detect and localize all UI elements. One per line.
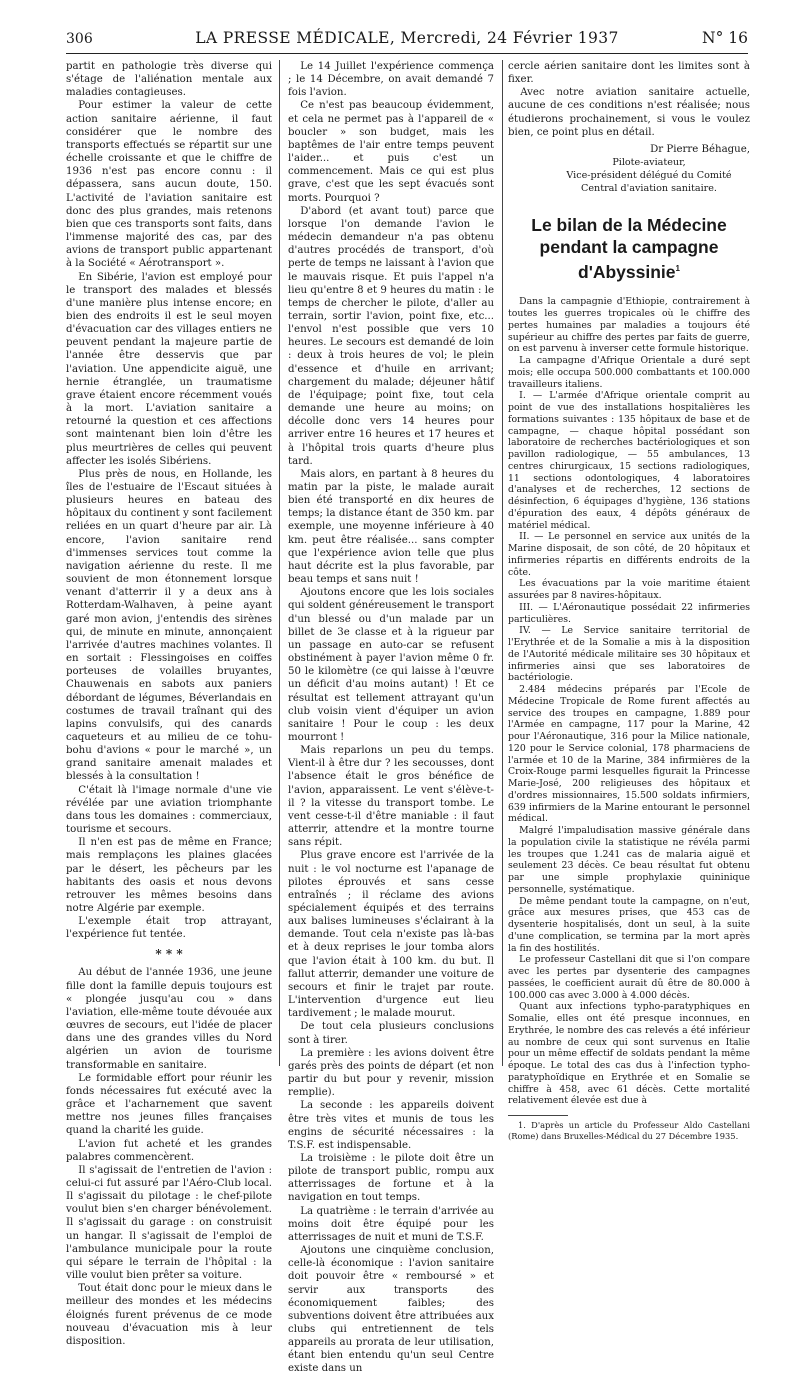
paragraph: Le formidable effort pour réunir les fonds nécessaires fut exécuté avec la grâce et l'acharnement que savent mettre nos jeunes filles françaises quand la charité les guide.: [66, 1072, 272, 1137]
article-title-line: pendant la campagne: [539, 236, 719, 257]
paragraph: partit en pathologie très diverse qui s'étage de l'aliénation mentale aux maladies contagieuses.: [66, 61, 272, 99]
footnote: 1. D'après un article du Professeur Aldo Castellani (Rome) dans Bruxelles-Médical du 27 Décembre 1935.: [508, 1120, 750, 1141]
article-title: [508, 214, 750, 283]
article-title-line: Le bilan de la Médecine: [531, 214, 727, 235]
paragraph: Pour estimer la valeur de cette action sanitaire aérienne, il faut considérer que le nombre des transports effectués se répartit sur une échelle croissante et que le chiffre de 1936 n'est pas encore connu : il dépassera, sans aucun doute, 150. L'activité de l'aviation sanitaire est donc des plus grandes, mais retenons bien que ces transports sont faits, dans l'immense majorité des cas, par des avions de transport public appartenant à la Société « Aérotransport ».: [66, 100, 272, 270]
author-signature: Dr Pierre Béhague,: [650, 143, 750, 155]
page-header: [66, 27, 748, 54]
paragraph: Il n'en est pas de même en France; mais remplaçons les plaines glacées par le désert, les pêcheurs par les habitants des oasis et nous devons retrouver les mêmes besoins dans notre Algérie par exemple.: [66, 837, 272, 914]
paragraph: La quatrième : le terrain d'arrivée au moins doit être équipé pour les atterrissages de nuit et muni de T.S.F.: [288, 1205, 494, 1243]
paragraph: Les évacuations par la voie maritime étaient assurées par 8 navires-hôpitaux.: [508, 578, 750, 602]
author-role: Vice-président délégué du Comité Central d'aviation sanitaire.: [566, 170, 732, 195]
paragraph: L'exemple était trop attrayant, l'expérience fut tentée.: [66, 916, 272, 941]
paragraph: La campagne d'Afrique Orientale a duré sept mois; elle occupa 500.000 combattants et 100.000 travailleurs italiens.: [508, 355, 750, 390]
page-number: 306: [66, 31, 93, 47]
paragraph: La seconde : les appareils doivent être très vites et munis de tous les engins de sécurité nécessaires : la T.S.F. est indispensable.: [288, 1100, 494, 1151]
paragraph: Ajoutons encore que les lois sociales qui soldent généreusement le transport d'un blessé ou d'un malade par un billet de 3e classe et à la rigueur par un passage en auto-car se refusent obstinément à payer l'avion même 0 fr. 50 le kilomètre (ce qui laisse à l'œuvre un déficit d'au moins autant) ! Et ce résultat est tellement attrayant qu'un club voisin vient d'équiper un avion sanitaire ! Pour le coup : les deux mourront !: [288, 587, 494, 743]
column-left: [66, 60, 272, 1347]
journal-title: LA PRESSE MÉDICALE, Mercredi, 24 Février 1937: [195, 29, 619, 47]
paragraph: II. — Le personnel en service aux unités de la Marine disposait, de son côté, de 20 hôpitaux et infirmeries répartis en différents endroits de la côte.: [508, 531, 750, 578]
paragraph: Mais alors, en partant à 8 heures du matin par la piste, le malade aurait bien été transporté en dix heures de temps; la distance étant de 350 km. par exemple, une moyenne inférieure à 40 km. peut être réalisée... sans compter que l'expérience avion telle que plus haut décrite est la plus favorable, par beau temps et sans nuit !: [288, 468, 494, 586]
paragraph: IV. — Le Service sanitaire territorial de l'Erythrée et de la Somalie a mis à la disposition de l'Autorité médicale militaire ses 30 hôpitaux et infirmeries ainsi que ses laboratoires de bactériologie.: [508, 625, 750, 684]
paragraph: La première : les avions doivent être garés près des points de départ (et non partir du but pour y revenir, mission remplie).: [288, 1047, 494, 1099]
column-middle: [288, 60, 494, 1375]
paragraph: I. — L'armée d'Afrique orientale comprit au point de vue des installations hospitalières les formations suivantes : 135 hôpitaux de base et de campagne, — chaque hôpital possédant son laboratoire de recherches bactériologiques et son pavillon radiologique, — 55 ambulances, 13 centres chirurgicaux, 15 sections radiologiques, 11 sections odontologiques, 4 laboratoires d'analyses et de recherches, 12 sections de désinfection, 6 équipages d'hygiène, 136 stations d'épuration des eaux, 4 dépôts généraux de matériel médical.: [508, 390, 750, 531]
paragraph: Tout était donc pour le mieux dans le meilleur des mondes et les médecins éloignés furent prévenus de ce mode nouveau d'évacuation mis à leur disposition.: [66, 1283, 272, 1347]
paragraph: Le 14 Juillet l'expérience commença ; le 14 Décembre, on avait demandé 7 fois l'avion.: [288, 61, 494, 99]
column-divider: [502, 60, 503, 1066]
paragraph: cercle aérien sanitaire dont les limites sont à fixer.: [508, 61, 750, 86]
paragraph: Dans la campagnie d'Ethiopie, contrairement à toutes les guerres tropicales où le chiffre des pertes humaines par maladies a toujours été supérieur au chiffre des pertes par faits de guerre, on est parvenu à inverser cette formule historique.: [508, 296, 750, 355]
section-separator: * * *: [155, 947, 183, 962]
paragraph: Au début de l'année 1936, une jeune fille dont la famille depuis toujours est « plongée jusqu'au cou » dans l'aviation, elle-même toute dévouée aux œuvres de secours, eut l'idée de placer dans une des grandes villes du Nord algérien un avion de tourisme transformable en sanitaire.: [66, 967, 272, 1071]
paragraph: La troisième : le pilote doit être un pilote de transport public, rompu aux atterrissages de fortune et à la navigation en tout temps.: [288, 1152, 494, 1204]
issue-number: N° 16: [702, 29, 748, 47]
paragraph: C'était là l'image normale d'une vie révélée par une aviation triomphante dans tous les domaines : commerciaux, tourisme et secours.: [66, 784, 272, 836]
paragraph: Ce n'est pas beaucoup évidemment, et cela ne permet pas à l'appareil de « boucler » son budget, mais les baptêmes de l'air entre temps peuvent l'aider... et puis c'est un commencement. Mais ce qui est plus grave, c'est que les sept évacués sont morts. Pourquoi ?: [288, 100, 494, 204]
column-divider: [279, 60, 280, 1066]
article-body: [508, 296, 750, 1107]
footnote-marker: 1: [675, 263, 680, 273]
paragraph: 2.484 médecins préparés par l'Ecole de Médecine Tropicale de Rome furent affectés au service des troupes en campagne, 1.889 pour l'Armée en campagne, 117 pour la Marine, 42 pour l'Aéronautique, 316 pour la Milice nationale, 120 pour le Service colonial, 178 pharmaciens de l'armée et 10 de la Marine, 384 infirmières de la Croix-Rouge parmi lesquelles figurait la Princesse Marie-José, 200 religieuses des hôpitaux et d'ordres missionnaires, 15.500 soldats infirmiers, 639 infirmiers de la Marine entourant le personnel médical.: [508, 684, 750, 825]
paragraph: Le professeur Castellani dit que si l'on compare avec les pertes par dysenterie des campagnes passées, le coefficient aurait dû être de 80.000 à 100.000 cas avec 3.000 à 4.000 décès.: [508, 954, 750, 1001]
paragraph: Mais reparlons un peu du temps. Vient-il à être dur ? les secousses, dont l'absence était le gros bénéfice de l'avion, apparaissent. Le vent s'élève-t-il ? la vitesse du transport tombe. Le vent cesse-t-il d'être maniable : il faut atterrir, attendre et la montre tourne sans répit.: [288, 745, 494, 849]
paragraph: Ajoutons une cinquième conclusion, celle-là économique : l'avion sanitaire doit pouvoir être « remboursé » et servir aux transports des économiquement faibles; des subventions doivent être attribuées aux clubs qui entretiennent de tels appareils au prorata de leur utilisation, étant bien entendu qu'un seul Centre existe dans un: [288, 1245, 494, 1375]
column-right: [508, 60, 750, 1141]
footnote-divider: [508, 1115, 568, 1116]
paragraph: De même pendant toute la campagne, on n'eut, grâce aux mesures prises, que 453 cas de dysenterie hospitalisés, dont un seul, à la suite d'une complication, se termina par la mort après la fin des hostilités.: [508, 895, 750, 954]
paragraph: Plus près de nous, en Hollande, les îles de l'estuaire de l'Escaut situées à plusieurs heures en bateau des hôpitaux du continent y sont facilement reliées en un quart d'heure par air. Là encore, l'avion sanitaire rend d'immenses services tout comme la navigation aérienne du reste. Il me souvient de mon étonnement lorsque venant d'atterrir il y a deux ans à Rotterdam-Walhaven, à peine ayant garé mon avion, j'entendis des sirènes qui, de minute en minute, annonçaient l'arrivée d'autres machines volantes. Il en sortait : Flessingoises en coiffes porteuses de volailles bruyantes, Chauwenais en sabots aux paniers débordant de légumes, Béverlandais en costumes de travail traînant qui des lapins convulsifs, qui des canards caqueteurs et au milieu de ce tohu-bohu d'avions « pour le marché », un grand sanitaire amenait malades et blessés à la consultation !: [66, 468, 272, 783]
paragraph: L'avion fut acheté et les grandes palabres commencèrent.: [66, 1138, 272, 1163]
paragraph: Quant aux infections typho-paratyphiques en Somalie, elles ont été presque inconnues, en Erythrée, le nombre des cas relevés a été inférieur au nombre de ceux qui sont survenus en Italie pour un même effectif de soldats pendant la même époque. Le total des cas dus à l'infection typho-paratyphoïdique en Erythrée et en Somalie se chiffre à 458, avec 61 décès. Cette mortalité relativement élevée est due à: [508, 1001, 750, 1107]
author-role: Pilote-aviateur,: [612, 157, 686, 169]
paragraph: De tout cela plusieurs conclusions sont à tirer.: [288, 1021, 494, 1046]
paragraph: Malgré l'impaludisation massive générale dans la population civile la statistique ne révéla parmi les troupes que 1.241 cas de malaria aiguë et seulement 23 décès. Ce beau résultat fut obtenu par une simple prophylaxie quininique personnelle, systématique.: [508, 825, 750, 895]
paragraph: Plus grave encore est l'arrivée de la nuit : le vol nocturne est l'apanage de pilotes éprouvés et sans cesse entraînés ; il réclame des avions spécialement équipés et des terrains aux balises lumineuses s'éclairant à la demande. Tout cela n'existe pas là-bas et à deux reprises le jour tomba alors que l'avion était à 100 km. du but. Il fallut atterrir, demander une voiture de secours et finir le trajet par route. L'intervention d'urgence eut lieu tardivement ; le malade mourut.: [288, 850, 494, 1020]
paragraph: Avec notre aviation sanitaire actuelle, aucune de ces conditions n'est réalisée; nous étudierons prochainement, si vous le voulez bien, ce point plus en détail.: [508, 87, 750, 138]
paragraph: En Sibérie, l'avion est employé pour le transport des malades et blessés d'une manière plus intense encore; en bien des endroits il est le seul moyen d'évacuation car des villages entiers ne peuvent pendant la majeure partie de l'année être desservis que par l'aviation. Une appendicite aiguë, une hernie étranglée, un traumatisme grave étaient encore récemment voués à la mort. L'aviation sanitaire a retourné la question et ces affections sont maintenant bien loin d'être les plus meurtrières de celles qui peuvent affecter les isolés Sibériens.: [66, 271, 272, 467]
article-title-line: d'Abyssinie: [578, 261, 676, 282]
paragraph: D'abord (et avant tout) parce que lorsque l'on demande l'avion le médecin demandeur n'a pas obtenu d'autres procédés de transport, d'où perte de temps ne laissant à l'avion que le mauvais risque. Et puis l'appel n'a lieu qu'entre 8 et 9 heures du matin : le temps de chercher le pilote, d'aller au terrain, sortir l'avion, point fixe, etc... l'envol n'est possible que vers 10 heures. Le secours est demandé de loin : deux à trois heures de vol; le plein d'essence et d'huile en arrivant; chargement du malade; déjeuner hâtif de l'équipage; point fixe, tout cela demande une heure au moins; on décolle donc vers 14 heures pour arriver entre 16 heures et 17 heures et à l'hôpital trois quarts d'heure plus tard.: [288, 205, 494, 467]
paragraph: III. — L'Aéronautique possédait 22 infirmeries particulières.: [508, 601, 750, 625]
paragraph: Il s'agissait de l'entretien de l'avion : celui-ci fut assuré par l'Aéro-Club local. Il s'agissait du pilotage : le chef-pilote voulut bien s'en charger bénévolement. Il s'agissait du garage : on construisit un hangar. Il s'agissait de l'emploi de l'ambulance municipale pour la route qui sépare le terrain de l'hôpital : la ville voulut bien prêter sa voiture.: [66, 1164, 272, 1282]
